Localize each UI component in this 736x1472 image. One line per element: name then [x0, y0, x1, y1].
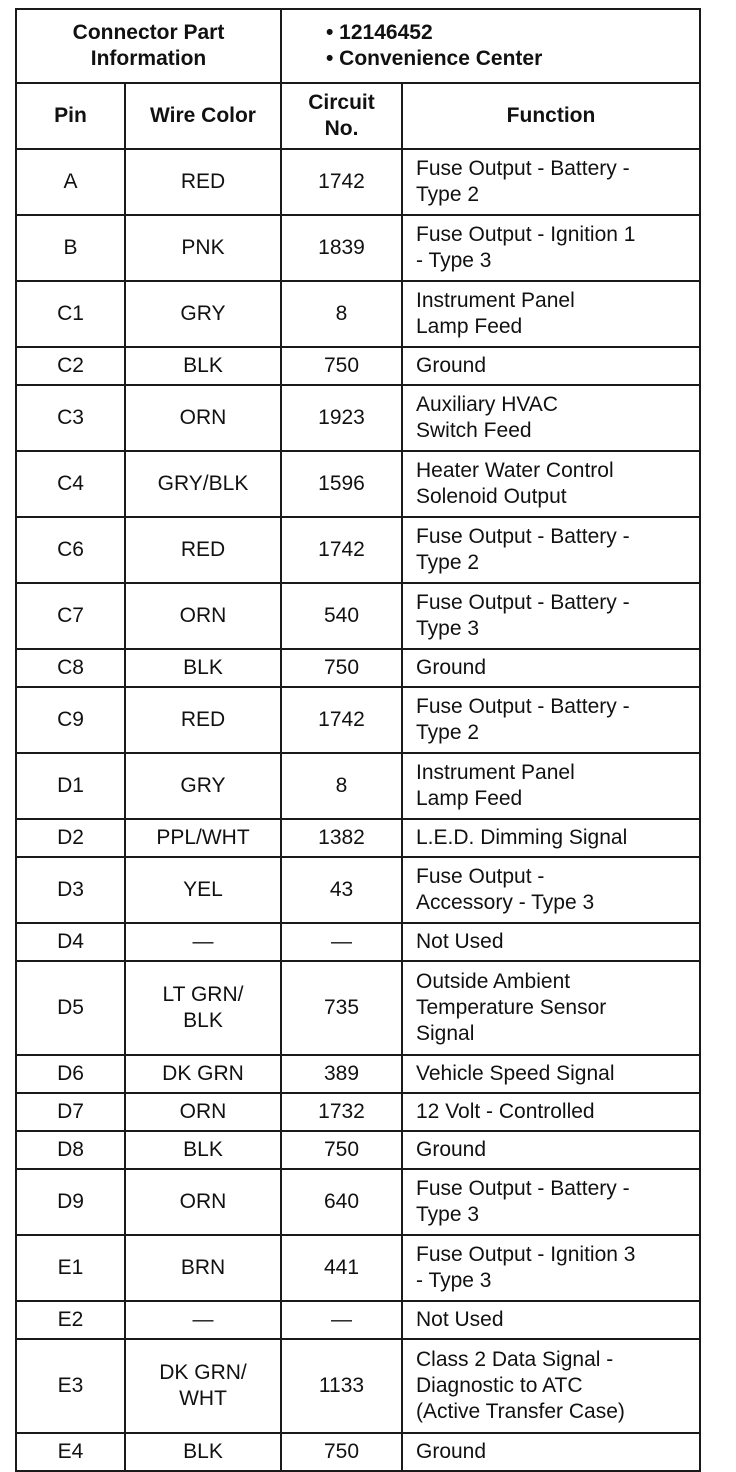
- column-header-wire-color: Wire Color: [125, 83, 281, 149]
- table-row: [16, 649, 700, 687]
- connector-info-label: Connector Part Information: [16, 9, 281, 83]
- function-cell: Fuse Output - Accessory - Type 3: [402, 857, 700, 923]
- circuit-number-cell: 1133: [281, 1339, 402, 1433]
- function-cell: Auxiliary HVAC Switch Feed: [402, 385, 700, 451]
- circuit-number-cell: 1742: [281, 149, 402, 215]
- pin-cell: E4: [16, 1433, 125, 1471]
- function-cell: Ground: [402, 347, 700, 385]
- table-row: [16, 1301, 700, 1339]
- circuit-number-cell: —: [281, 923, 402, 961]
- column-header-circuit-no: Circuit No.: [281, 83, 402, 149]
- pin-cell: C6: [16, 517, 125, 583]
- pin-cell: C7: [16, 583, 125, 649]
- table-row: [16, 385, 700, 451]
- table-row: [16, 961, 700, 1055]
- function-cell: Not Used: [402, 923, 700, 961]
- circuit-number-cell: 1596: [281, 451, 402, 517]
- pin-cell: D8: [16, 1131, 125, 1169]
- circuit-number-cell: 1923: [281, 385, 402, 451]
- wire-color-cell: RED: [125, 687, 281, 753]
- table-row: [16, 1235, 700, 1301]
- table-row: [16, 517, 700, 583]
- circuit-number-cell: 735: [281, 961, 402, 1055]
- pin-cell: C4: [16, 451, 125, 517]
- circuit-number-cell: 1742: [281, 687, 402, 753]
- wire-color-cell: ORN: [125, 385, 281, 451]
- circuit-number-cell: 43: [281, 857, 402, 923]
- circuit-number-cell: 750: [281, 1131, 402, 1169]
- function-cell: Fuse Output - Battery - Type 3: [402, 583, 700, 649]
- connector-info-list: [281, 9, 700, 83]
- wire-color-cell: ORN: [125, 583, 281, 649]
- circuit-number-cell: 441: [281, 1235, 402, 1301]
- wire-color-cell: ORN: [125, 1093, 281, 1131]
- function-cell: 12 Volt - Controlled: [402, 1093, 700, 1131]
- wire-color-cell: BRN: [125, 1235, 281, 1301]
- table-row: [16, 583, 700, 649]
- wire-color-cell: BLK: [125, 1433, 281, 1471]
- circuit-number-cell: 8: [281, 753, 402, 819]
- function-cell: Fuse Output - Ignition 1 - Type 3: [402, 215, 700, 281]
- pin-cell: C1: [16, 281, 125, 347]
- function-cell: Fuse Output - Battery - Type 2: [402, 149, 700, 215]
- function-cell: Ground: [402, 1131, 700, 1169]
- function-cell: Fuse Output - Ignition 3 - Type 3: [402, 1235, 700, 1301]
- table-row: [16, 1169, 700, 1235]
- table-row: [16, 753, 700, 819]
- table-row: [16, 857, 700, 923]
- circuit-number-cell: 1732: [281, 1093, 402, 1131]
- wire-color-cell: YEL: [125, 857, 281, 923]
- function-cell: Ground: [402, 649, 700, 687]
- function-cell: Heater Water Control Solenoid Output: [402, 451, 700, 517]
- circuit-number-cell: 750: [281, 1433, 402, 1471]
- wire-color-cell: DK GRN: [125, 1055, 281, 1093]
- wire-color-cell: —: [125, 1301, 281, 1339]
- pin-cell: D3: [16, 857, 125, 923]
- connector-part-number: • 12146452: [326, 21, 433, 44]
- pin-cell: D6: [16, 1055, 125, 1093]
- circuit-number-cell: 389: [281, 1055, 402, 1093]
- wire-color-cell: PPL/WHT: [125, 819, 281, 857]
- wire-color-cell: PNK: [125, 215, 281, 281]
- pin-cell: D1: [16, 753, 125, 819]
- table-row: [16, 1131, 700, 1169]
- function-cell: Vehicle Speed Signal: [402, 1055, 700, 1093]
- pin-cell: C8: [16, 649, 125, 687]
- table-row: [16, 1055, 700, 1093]
- pin-cell: A: [16, 149, 125, 215]
- function-cell: Fuse Output - Battery - Type 2: [402, 687, 700, 753]
- wire-color-cell: —: [125, 923, 281, 961]
- wire-color-cell: LT GRN/ BLK: [125, 961, 281, 1055]
- circuit-number-cell: 750: [281, 347, 402, 385]
- pin-cell: E1: [16, 1235, 125, 1301]
- wire-color-cell: BLK: [125, 649, 281, 687]
- pin-cell: D2: [16, 819, 125, 857]
- connector-location: • Convenience Center: [326, 47, 543, 70]
- function-cell: Not Used: [402, 1301, 700, 1339]
- pin-cell: D7: [16, 1093, 125, 1131]
- pin-cell: C2: [16, 347, 125, 385]
- circuit-number-cell: 8: [281, 281, 402, 347]
- pin-cell: D5: [16, 961, 125, 1055]
- pin-cell: D4: [16, 923, 125, 961]
- pin-cell: D9: [16, 1169, 125, 1235]
- wire-color-cell: BLK: [125, 1131, 281, 1169]
- function-cell: Fuse Output - Battery - Type 2: [402, 517, 700, 583]
- function-cell: Instrument Panel Lamp Feed: [402, 281, 700, 347]
- wire-color-cell: GRY: [125, 753, 281, 819]
- pin-cell: B: [16, 215, 125, 281]
- table-row: [16, 451, 700, 517]
- table-row: [16, 281, 700, 347]
- table-row: [16, 923, 700, 961]
- wire-color-cell: GRY: [125, 281, 281, 347]
- circuit-number-cell: —: [281, 1301, 402, 1339]
- table-row: [16, 149, 700, 215]
- wire-color-cell: RED: [125, 149, 281, 215]
- circuit-number-cell: 540: [281, 583, 402, 649]
- function-cell: Class 2 Data Signal - Diagnostic to ATC (Active Transfer Case): [402, 1339, 700, 1433]
- table-row: [16, 215, 700, 281]
- function-cell: Instrument Panel Lamp Feed: [402, 753, 700, 819]
- circuit-number-cell: 1742: [281, 517, 402, 583]
- connector-pinout-table: [15, 8, 701, 1472]
- column-header-pin: Pin: [16, 83, 125, 149]
- wire-color-cell: GRY/BLK: [125, 451, 281, 517]
- wire-color-cell: BLK: [125, 347, 281, 385]
- function-cell: Fuse Output - Battery - Type 3: [402, 1169, 700, 1235]
- pin-cell: E2: [16, 1301, 125, 1339]
- table-row: [16, 347, 700, 385]
- wire-color-cell: ORN: [125, 1169, 281, 1235]
- table-row: [16, 687, 700, 753]
- circuit-number-cell: 1839: [281, 215, 402, 281]
- table-row: [16, 1339, 700, 1433]
- wire-color-cell: RED: [125, 517, 281, 583]
- pin-cell: E3: [16, 1339, 125, 1433]
- table-row: [16, 819, 700, 857]
- connector-info-row: [16, 9, 700, 83]
- table-row: [16, 1433, 700, 1471]
- pin-cell: C9: [16, 687, 125, 753]
- wire-color-cell: DK GRN/ WHT: [125, 1339, 281, 1433]
- circuit-number-cell: 640: [281, 1169, 402, 1235]
- column-header-row: [16, 83, 700, 149]
- function-cell: Outside Ambient Temperature Sensor Signal: [402, 961, 700, 1055]
- function-cell: L.E.D. Dimming Signal: [402, 819, 700, 857]
- column-header-function: Function: [402, 83, 700, 149]
- pin-cell: C3: [16, 385, 125, 451]
- circuit-number-cell: 750: [281, 649, 402, 687]
- function-cell: Ground: [402, 1433, 700, 1471]
- circuit-number-cell: 1382: [281, 819, 402, 857]
- table-row: [16, 1093, 700, 1131]
